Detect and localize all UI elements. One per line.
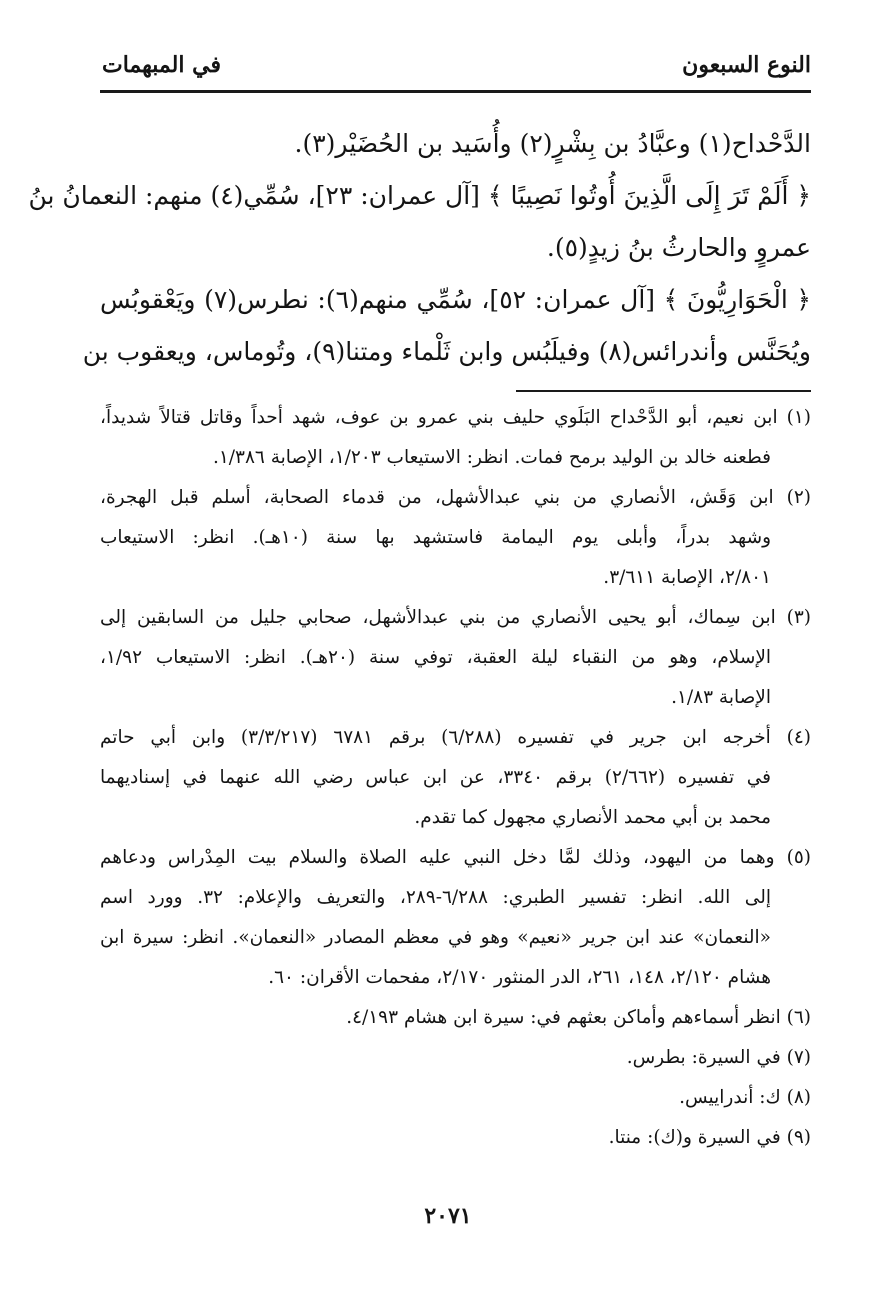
footnote-first-line [100,838,811,878]
footnote-text: انظر أسماءهم وأماكن بعثهم في: سيرة ابن هشام ٤/١٩٣. [346,1007,781,1028]
footnote-line: ٢/٨٠١، الإصابة ٣/٦١١. [603,567,771,588]
footnote-line: «النعمان» عند ابن جرير «نعيم» وهو في معظم المصادر «النعمان». انظر: سيرة ابن [100,927,771,948]
footnote-number: (١) [786,407,811,428]
footnote-first-line [100,998,811,1038]
footnote-first-line [100,718,811,758]
footnotes [100,398,811,1158]
footnote-text: ابن نعيم، أبو الدَّحْداح البَلَوي حليف بني عمرو بن عوف، شهد أحداً وقاتل قتالاً شديداً، [100,407,778,428]
footnote-number: (٧) [786,1047,811,1068]
footnote-number: (٢) [786,487,811,508]
body-line: عمروٍ والحارثُ بنُ زيدٍ(٥). [546,233,811,262]
footnote-number: (٥) [786,847,811,868]
footnote-text: في السيرة و(ك): منتا. [608,1127,781,1148]
footnote-first-line [100,398,811,438]
footnote-line: إلى الله. انظر: تفسير الطبري: ٦/٢٨٨-٢٨٩، والتعريف والإعلام: ٣٢. وورد اسم [100,887,772,908]
footnote-number: (٩) [786,1127,811,1148]
footnote-number: (٤) [786,727,811,748]
footnote-line: الإصابة ١/٨٣. [671,687,771,708]
footnote-text: في السيرة: بطرس. [626,1047,781,1068]
body-line: الدَّحْداح(١) وعبَّادُ بن بِشْرٍ(٢) وأُسَيد بن الحُضَيْر(٣). [294,129,811,158]
footnote-text: ابن سِماك، أبو يحيى الأنصاري من بني عبدالأشهل، صحابي جليل من السابقين إلى [100,607,776,628]
chapter-header: النوع السبعون [682,52,811,78]
footnote-line: الإسلام، وهو من النقباء ليلة العقبة، توفي سنة (٢٠هـ). انظر: الاستيعاب ١/٩٢، [100,647,772,668]
body-line: ﴿ الْحَوَارِيُّونَ ﴾ [آل عمران: ٥٢]، سُمِّي منهم(٦): نطرس(٧) ويَعْقوبُس [100,285,812,314]
footnote-text: وهما من اليهود، وذلك لمَّا دخل النبي عليه الصلاة والسلام بيت المِدْراس ودعاهم [100,847,775,868]
footnote-separator [516,390,811,392]
footnote-first-line [100,1078,811,1118]
footnote-text: ابن وَقَش، الأنصاري من بني عبدالأشهل، من قدماء الصحابة، أسلم قبل الهجرة، [100,487,774,508]
main-text [28,118,812,378]
header-rule [100,90,811,93]
footnote-first-line [100,1118,811,1158]
footnote-line: محمد بن أبي محمد الأنصاري مجهول كما تقدم. [414,807,771,828]
footnote-text: أخرجه ابن جرير في تفسيره (٦/٢٨٨) برقم ٦٧٨١ (٣/٣/٢١٧) وابن أبي حاتم [100,727,771,748]
footnote-first-line [100,478,811,518]
page-number: ٢٠٧١ [424,1203,472,1229]
footnote-line: هشام ٢/١٢٠، ١٤٨، ٢٦١، الدر المنثور ٢/١٧٠، مفحمات الأقران: ٦٠. [268,967,771,988]
body-line: ﴿ أَلَمْ تَرَ إِلَى الَّذِينَ أُوتُوا نَصِيبًا ﴾ [آل عمران: ٢٣]، سُمِّي(٤) منهم: النعمانُ بنُ [28,181,811,210]
section-header: في المبهمات [102,52,221,78]
footnote-text: ك: أندراييس. [679,1087,781,1108]
footnote-line: فطعنه خالد بن الوليد برمح فمات. انظر: الاستيعاب ١/٢٠٣، الإصابة ١/٣٨٦. [212,447,771,468]
footnote-line: في تفسيره (٢/٦٦٢) برقم ٣٣٤٠، عن ابن عباس رضي الله عنهما في إسناديهما [100,767,771,788]
footnote-number: (٣) [786,607,811,628]
footnote-line: وشهد بدراً، وأبلى يوم اليمامة فاستشهد بها سنة (١٠هـ). انظر: الاستيعاب [100,527,772,548]
footnote-first-line [100,1038,811,1078]
footnote-first-line [100,598,811,638]
footnote-number: (٨) [786,1087,811,1108]
body-line: ويُحَنَّس وأندرائس(٨) وفيلَبُس وابن ثَلْماء ومتنا(٩)، وتُوماس، ويعقوب بن [82,337,811,366]
footnote-number: (٦) [786,1007,811,1028]
